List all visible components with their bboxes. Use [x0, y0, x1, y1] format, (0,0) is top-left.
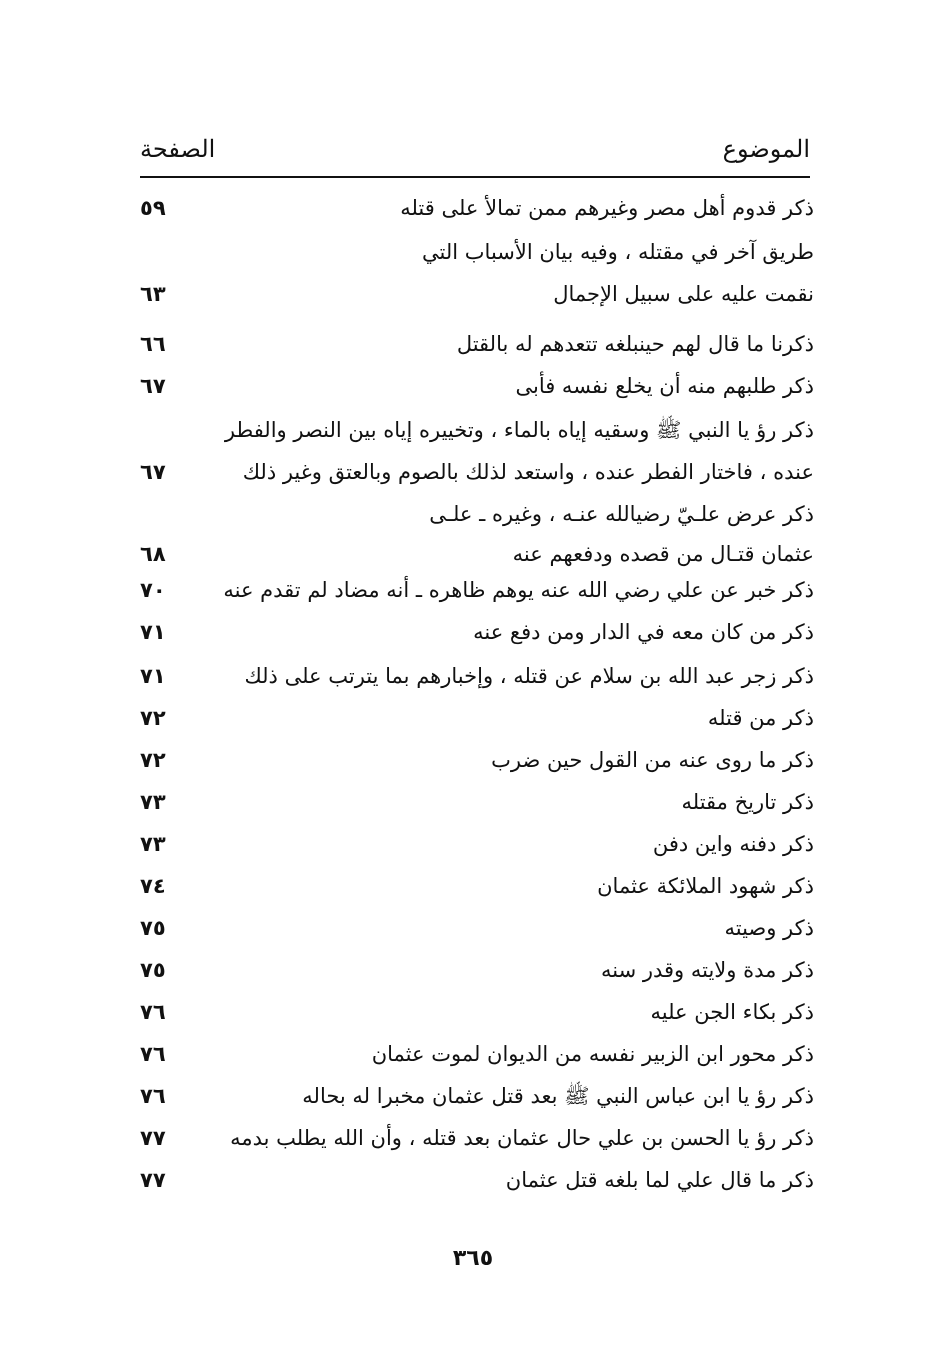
entry-page-number: ٧٦: [140, 1084, 166, 1108]
entry-title-line: ذكر شهود الملائكة عثمان: [597, 874, 814, 898]
entry-page-number: ٧٦: [140, 1042, 166, 1066]
entry-page-number: ٧٣: [140, 832, 166, 856]
page-number: ٣٦٥: [452, 1246, 494, 1271]
entry-page-number: ٧٥: [140, 916, 166, 940]
entry-page-number: ٦٦: [140, 332, 166, 356]
entry-page-number: ٧٢: [140, 748, 166, 772]
entry-page-number: ٥٩: [140, 196, 166, 220]
entry-page-number: ٧٠: [140, 578, 166, 602]
entry-title-line: ذكر قدوم أهل مصر وغيرهم ممن تمالأ على قتله: [400, 196, 814, 220]
entry-page-number: ٦٨: [140, 542, 166, 566]
entry-title-line: ذكر خبر عن علي رضي الله عنه يوهم ظاهره ـ أنه مضاد لم تقدم عنه: [223, 578, 814, 602]
entry-page-number: ٧٧: [140, 1168, 166, 1192]
entry-page-number: ٧٧: [140, 1126, 166, 1150]
entry-title-line: ذكر وصيته: [724, 916, 814, 940]
entry-page-number: ٧٥: [140, 958, 166, 982]
entry-title-line: ذكر من كان معه في الدار ومن دفع عنه: [473, 620, 814, 644]
entry-page-number: ٧٢: [140, 706, 166, 730]
entry-title-line: ذكر عرض علـيّ رضيالله عنـه ، وغيره ـ علـى: [429, 502, 814, 526]
entry-page-number: ٧١: [140, 620, 166, 644]
entry-title-line: ذكر ما قال علي لما بلغه قتل عثمان: [505, 1168, 814, 1192]
entry-page-number: ٧١: [140, 664, 166, 688]
entry-title-line: ذكر تاريخ مقتله: [681, 790, 814, 814]
entry-title-line: ذكر دفنه واين دفن: [652, 832, 814, 856]
entry-title-line: نقمت عليه على سبيل الإجمال: [553, 282, 814, 306]
entry-title-line: ذكر من قتله: [707, 706, 814, 730]
entry-title-line: ذكر رؤ يا الحسن بن علي حال عثمان بعد قتله ، وأن الله يطلب بدمه: [230, 1126, 814, 1150]
entry-title-line: ذكر بكاء الجن عليه: [650, 1000, 814, 1024]
entry-title-line: ذكر طلبهم منه أن يخلع نفسه فأبى: [515, 374, 814, 398]
entry-title-line: طريق آخر في مقتله ، وفيه بيان الأسباب التي: [422, 240, 814, 264]
entry-page-number: ٧٣: [140, 790, 166, 814]
entry-title-line: ذكرنا ما قال لهم حينبلغه تتعدهم له بالقتل: [456, 332, 814, 356]
entry-page-number: ٧٦: [140, 1000, 166, 1024]
entry-page-number: ٦٧: [140, 460, 166, 484]
topic-column-label: الموضوع: [722, 135, 810, 163]
entry-title-line: ذكر ما روى عنه من القول حين ضرب: [491, 748, 814, 772]
entry-page-number: ٦٧: [140, 374, 166, 398]
entry-title-line: عنده ، فاختار الفطر عنده ، واستعد لذلك بالصوم وبالعتق وغير ذلك: [242, 460, 814, 484]
entry-title-line: ذكر زجر عبد الله بن سلام عن قتله ، وإخبارهم بما يترتب على ذلك: [244, 664, 814, 688]
entry-title-line: ذكر رؤ يا ابن عباس النبي ﷺ بعد قتل عثمان مخبرا له بحاله: [302, 1084, 814, 1108]
entry-title-line: ذكر محور ابن الزبير نفسه من الديوان لموت عثمان: [371, 1042, 814, 1066]
entry-page-number: ٦٣: [140, 282, 166, 306]
entry-title-line: ذكر مدة ولايته وقدر سنه: [600, 958, 814, 982]
entry-title-line: ذكر رؤ يا النبي ﷺ وسقيه إياه بالماء ، وتخييره إياه بين النصر والفطر: [224, 418, 814, 442]
entry-title-line: عثمان قتـال من قصده ودفعهم عنه: [512, 542, 814, 566]
entry-page-number: ٧٤: [140, 874, 166, 898]
page-column-label: الصفحة: [140, 135, 216, 163]
